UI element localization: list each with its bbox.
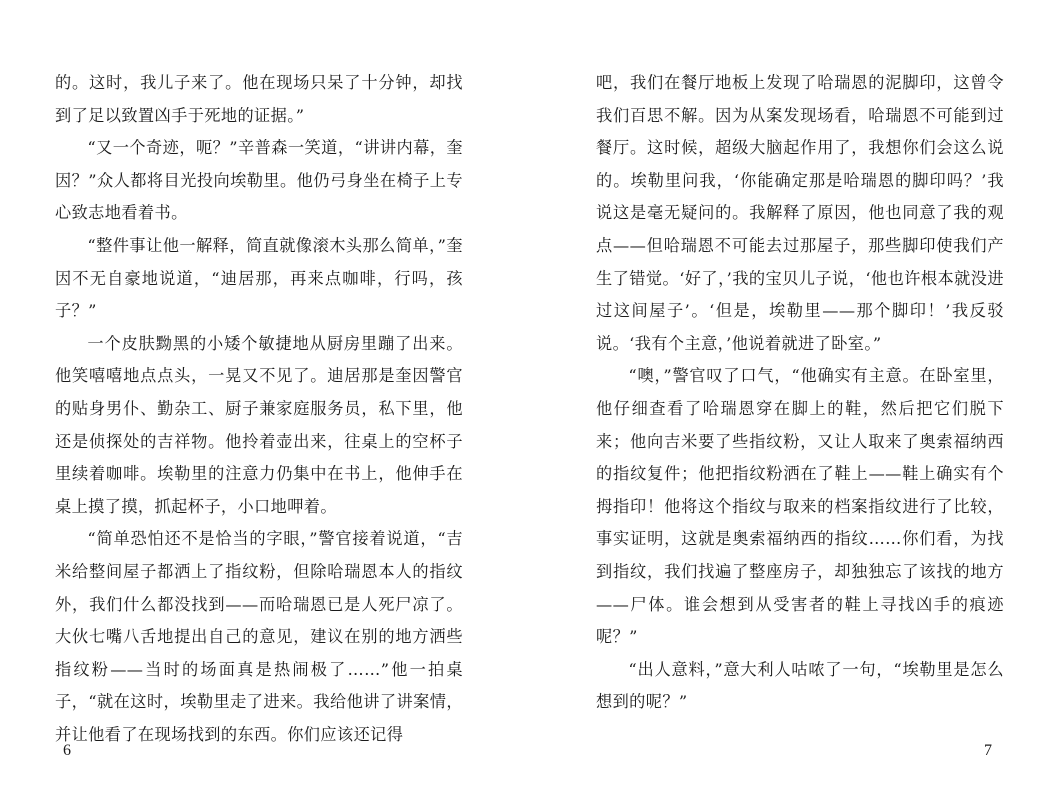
page-number-left: 6 (63, 742, 71, 759)
paragraph: 吧，我们在餐厅地板上发现了哈瑞恩的泥脚印，这曾令我们百思不解。因为从案发现场看，哈瑞恩不可能到过餐厅。这时候，超级大脑起作用了，我想你们会这么说的。埃勒里问我，‘你能确定那是哈瑞恩的脚印吗？’我说这是毫无疑问的。我解释了原因，他也同意了我的观点——但哈瑞恩不可能去过那屋子，那些脚印使我们产生了错觉。‘好了，’我的宝贝儿子说，‘他也许根本就没进过这间屋子’。‘但是，埃勒里——那个脚印！’我反驳说。‘我有个主意，’他说着就进了卧室。” (596, 73, 1004, 353)
paragraph: “整件事让他一解释，简直就像滚木头那么简单，”奎因不无自豪地说道，“迪居那，再来点咖啡，行吗，孩子？” (55, 235, 463, 321)
paragraph: 的。这时，我儿子来了。他在现场只呆了十分钟，却找到了足以致置凶手于死地的证据。” (55, 73, 463, 125)
paragraph: “简单恐怕还不是恰当的字眼，”警官接着说道，“吉米给整间屋子都洒上了指纹粉，但除哈瑞恩本人的指纹外，我们什么都没找到——而哈瑞恩已是人死尸凉了。大伙七嘴八舌地提出自己的意见，建议在别的地方洒些指纹粉——当时的场面真是热闹极了……”他一拍桌子，“就在这时，埃勒里走了进来。我给他讲了讲案情，并让他看了在现场找到的东西。你们应该还记得 (55, 529, 463, 744)
paragraph: “出人意料，”意大利人咕哝了一句，“埃勒里是怎么想到的呢？” (596, 659, 1004, 712)
left-page-text (55, 67, 463, 751)
right-page-text (596, 67, 1004, 719)
paragraph: “又一个奇迹，呃？”辛普森一笑道，“讲讲内幕，奎因？”众人都将目光投向埃勒里。他仍弓身坐在椅子上专心致志地看着书。 (55, 138, 463, 223)
paragraph: “噢，”警官叹了口气，“他确实有主意。在卧室里，他仔细查看了哈瑞恩穿在脚上的鞋，然后把它们脱下来；他向吉米要了些指纹粉，又让人取来了奥索福纳西的指纹复件；他把指纹粉洒在了鞋上——鞋上确实有个拇指印！他将这个指纹与取来的档案指纹进行了比较，事实证明，这就是奥索福纳西的指纹……你们看，为找到指纹，我们找遍了整座房子，却独独忘了该找的地方——尸体。谁会想到从受害者的鞋上寻找凶手的痕迹呢？” (596, 366, 1004, 647)
page-number-right: 7 (984, 742, 992, 759)
paragraph: 一个皮肤黝黑的小矮个敏捷地从厨房里蹦了出来。他笑嘻嘻地点点头，一晃又不见了。迪居那是奎因警官的贴身男仆、勤杂工、厨子兼家庭服务员，私下里，他还是侦探处的吉祥物。他拎着壶出来，往桌上的空杯子里续着咖啡。埃勒里的注意力仍集中在书上，他伸手在桌上摸了摸，抓起杯子，小口地呷着。 (55, 333, 463, 516)
